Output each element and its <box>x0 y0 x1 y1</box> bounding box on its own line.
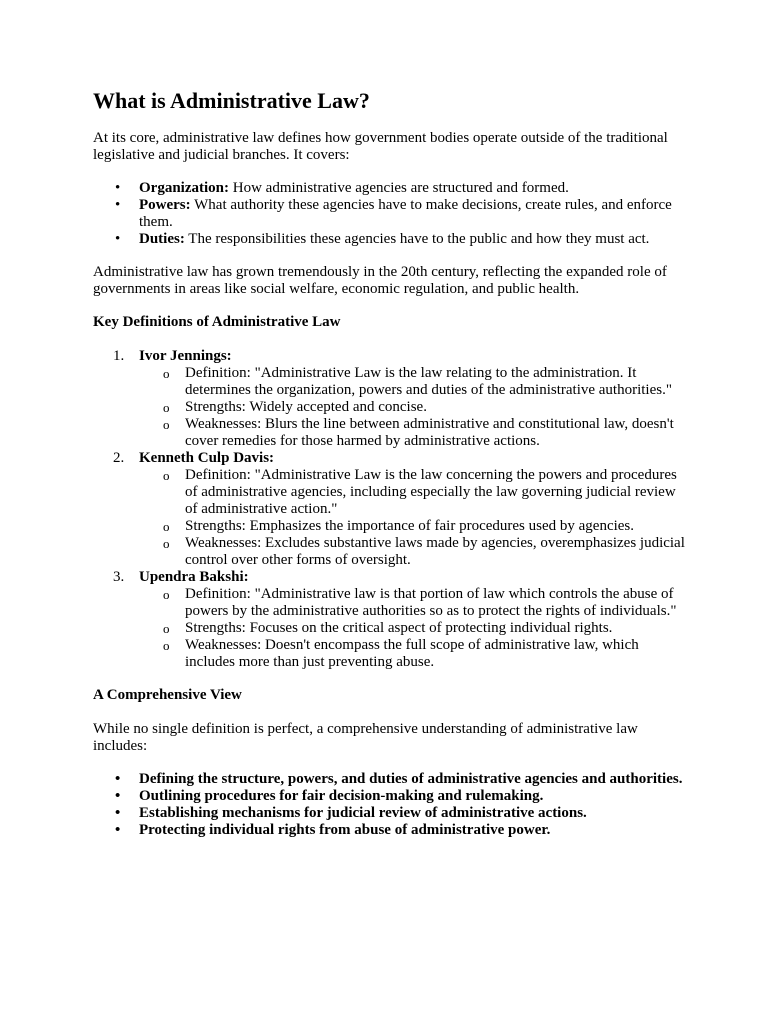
definitions-heading: Key Definitions of Administrative Law <box>93 314 341 330</box>
list-item: o Definition: "Administrative Law is the law relating to the administration. It determines the organization, powers and duties of the administrative authorities." <box>139 365 686 399</box>
list-item: • Outlining procedures for fair decision-making and rulemaking. <box>93 788 686 805</box>
comprehensive-list <box>93 771 686 839</box>
comprehensive-heading: A Comprehensive View <box>93 687 242 703</box>
list-item: o Definition: "Administrative law is that portion of law which controls the abuse of powers by the administrative authorities so as to protect the rights of individuals." <box>139 586 686 620</box>
list-item: • Protecting individual rights from abuse of administrative power. <box>93 822 686 839</box>
list-item: o Weaknesses: Excludes substantive laws made by agencies, overemphasizes judicial control over other forms of oversight. <box>139 535 686 569</box>
comprehensive-intro: While no single definition is perfect, a comprehensive understanding of administrative law includes: <box>93 721 638 754</box>
term: Powers: <box>139 197 191 213</box>
list-item: o Strengths: Widely accepted and concise. <box>139 399 686 416</box>
list-item <box>93 231 686 248</box>
list-item: o Strengths: Focuses on the critical aspect of protecting individual rights. <box>139 620 686 637</box>
author-name: Kenneth Culp Davis: <box>139 450 275 466</box>
author-name: Upendra Bakshi: <box>139 569 249 585</box>
author-name: Ivor Jennings: <box>139 348 232 364</box>
list-item: o Strengths: Emphasizes the importance of fair procedures used by agencies. <box>139 518 686 535</box>
term-text: How administrative agencies are structured and formed. <box>229 180 569 196</box>
term: Organization: <box>139 180 229 196</box>
term: Duties: <box>139 231 185 247</box>
intro-paragraph: At its core, administrative law defines how government bodies operate outside of the traditional legislative and judicial branches. It covers: <box>93 130 668 163</box>
covers-list <box>93 180 686 248</box>
term-text: What authority these agencies have to make decisions, create rules, and enforce them. <box>139 197 672 230</box>
definition-points <box>139 365 686 450</box>
item-number: 1. <box>113 348 125 364</box>
definition-item <box>93 569 686 671</box>
growth-paragraph: Administrative law has grown tremendously in the 20th century, reflecting the expanded role of governments in areas like social welfare, economic regulation, and public health. <box>93 264 667 297</box>
list-item: o Weaknesses: Doesn't encompass the full scope of administrative law, which includes more than just preventing abuse. <box>139 637 686 671</box>
item-number: 2. <box>113 450 125 466</box>
definition-points <box>139 586 686 671</box>
list-item: • Defining the structure, powers, and duties of administrative agencies and authorities. <box>93 771 686 788</box>
list-item <box>93 197 686 231</box>
list-item: • Establishing mechanisms for judicial review of administrative actions. <box>93 805 686 822</box>
definitions-list <box>93 348 686 671</box>
term-text: The responsibilities these agencies have to the public and how they must act. <box>184 231 650 247</box>
list-item <box>93 180 686 197</box>
definition-item <box>93 450 686 569</box>
page-title: What is Administrative Law? <box>93 88 370 113</box>
definition-points <box>139 467 686 569</box>
list-item: o Weaknesses: Blurs the line between administrative and constitutional law, doesn't cover remedies for those harmed by administrative actions. <box>139 416 686 450</box>
item-number: 3. <box>113 569 125 585</box>
definition-item <box>93 348 686 450</box>
list-item: o Definition: "Administrative Law is the law concerning the powers and procedures of administrative agencies, including especially the law governing judicial review of administrative action." <box>139 467 686 518</box>
